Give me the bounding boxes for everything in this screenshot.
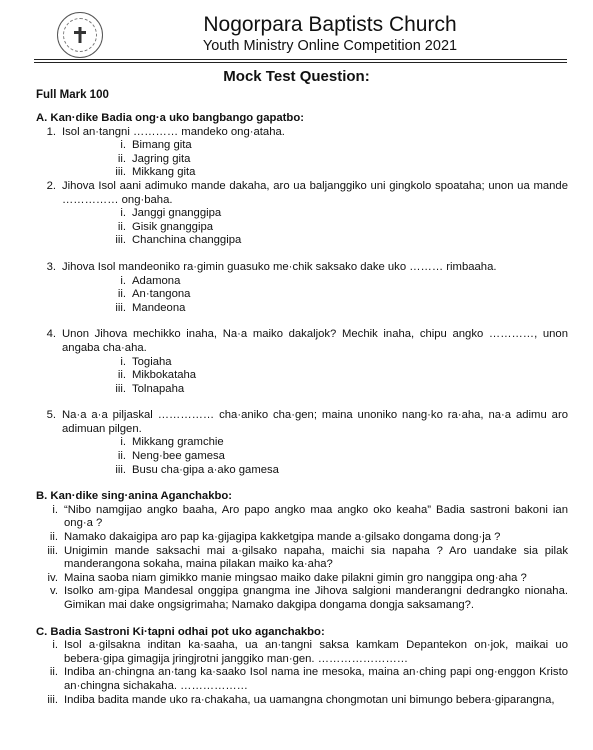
option: iii. Chanchina changgipa (115, 234, 242, 247)
option: i. Janggi gnanggipa (120, 207, 222, 220)
option: i. Togiaha (120, 355, 172, 368)
question-a2: 2. Jihova Isol aani adimuko mande dakaha, aro ua baljanggiko uni gingkolo spoataha; unon ua mande …………… ong·baha. (46, 179, 568, 206)
option: ii. Neng·bee gamesa (117, 450, 225, 463)
question-b2: ii. Namako dakaigipa aro pap ka·gijagipa kakketgipa mande a·gilsako dongama dong·ja ? (49, 531, 501, 544)
options-a3 (36, 275, 568, 316)
section-c-title: C. Badia Sastroni Ki·tapni odhai pot uko aganchakbo: (36, 625, 325, 638)
question-a1: 1. Isol an·tangni ………… mandeko ong·ataha. (46, 125, 285, 138)
option: iii. Busu cha·gipa a·ako gamesa (115, 463, 279, 476)
question-content (36, 112, 568, 707)
option: ii. Mikbokataha (117, 369, 197, 382)
cross-icon (72, 26, 88, 44)
test-title: Mock Test Question: (223, 68, 370, 85)
option: ii. Gisik gnanggipa (117, 220, 214, 233)
options-a5 (36, 436, 568, 477)
competition-title: Youth Ministry Online Competition 2021 (202, 38, 458, 54)
question-a4: 4. Unon Jihova mechikko inaha, Na·a maiko dakaljok? Mechik inaha, chipu angko …………, unon angaba cha·aha. (46, 328, 568, 354)
option: iii. Tolnapaha (115, 382, 185, 395)
question-a5: 5. Na·a a·a piljaskal …………… cha·aniko cha·gen; maina unoniko nang·ko ra·aha, na·a adimu aro adimuan pilgen. (46, 409, 568, 435)
church-name: Nogorpara Baptists Church (203, 13, 457, 36)
question-b1: i. “Nibo namgijao angko baaha, Aro papo angko maa angko oko keaha” Badia sastroni bakoni ian ong·a ? (52, 503, 568, 530)
header-divider-thin (34, 62, 567, 63)
option: ii. An·tangona (117, 288, 191, 301)
question-b5: v. Isolko am·gipa Mandesal onggipa gnangma ine Jihova salgioni manderangni dedrangko nionaha. Gimikan mai dake ongsigrimaha; Namako dakgipa dongama dongja saksamang?. (50, 585, 568, 611)
option: i. Mikkang gramchie (120, 436, 224, 449)
question-a3: 3. Jihova Isol mandeoniko ra·gimin guasuko me·chik saksako dake uko ……… rimbaaha. (46, 260, 497, 273)
option: iii. Mikkang gita (115, 166, 196, 179)
question-b4: iv. Maina saoba niam gimikko manie mingsao maiko dake pilakni gimin gro nanggipa ong·aha ? (47, 571, 527, 584)
option: i. Adamona (120, 274, 181, 287)
option: i. Bimang gita (120, 139, 192, 152)
options-a4 (36, 356, 568, 397)
section-b-title: B. Kan·dike sing·anina Aganchakbo: (36, 490, 233, 503)
question-b3: iii. Unigimin mande saksachi mai a·gilsako napaha, maichi sia napaha ? Aro uandake sia pilak manderangona sokaha, maina pilakan maiko ka·aha? (47, 544, 568, 571)
header-divider (34, 59, 567, 60)
option: iii. Mandeona (115, 301, 186, 314)
church-seal-icon (57, 12, 103, 58)
question-c3: iii. Indiba badita mande uko ra·chakaha, ua uamangna chongmotan uni bimungo bebera·giparangna, (47, 693, 555, 706)
question-c1: i. Isol a·gilsakna inditan ka·saaha, ua an·tangni saksa kamkam Depantekon on·jok, maikai uo bebera·gipa gimagija jringjrotni janggiko man·gen. …………………… (52, 639, 568, 665)
options-a1 (36, 139, 568, 180)
option: ii. Jagring gita (117, 152, 191, 165)
full-mark: Full Mark 100 (36, 89, 109, 101)
options-a2 (36, 207, 568, 248)
question-c2: ii. Indiba an·chingna an·tang ka·saako Isol nama ine mesoka, maina an·ching papi ong·enggon Kristo an·chingna sichakaha. ……………… (49, 666, 568, 692)
section-a-title: A. Kan·dike Badia ong·a uko bangbango gapatbo: (36, 112, 304, 124)
